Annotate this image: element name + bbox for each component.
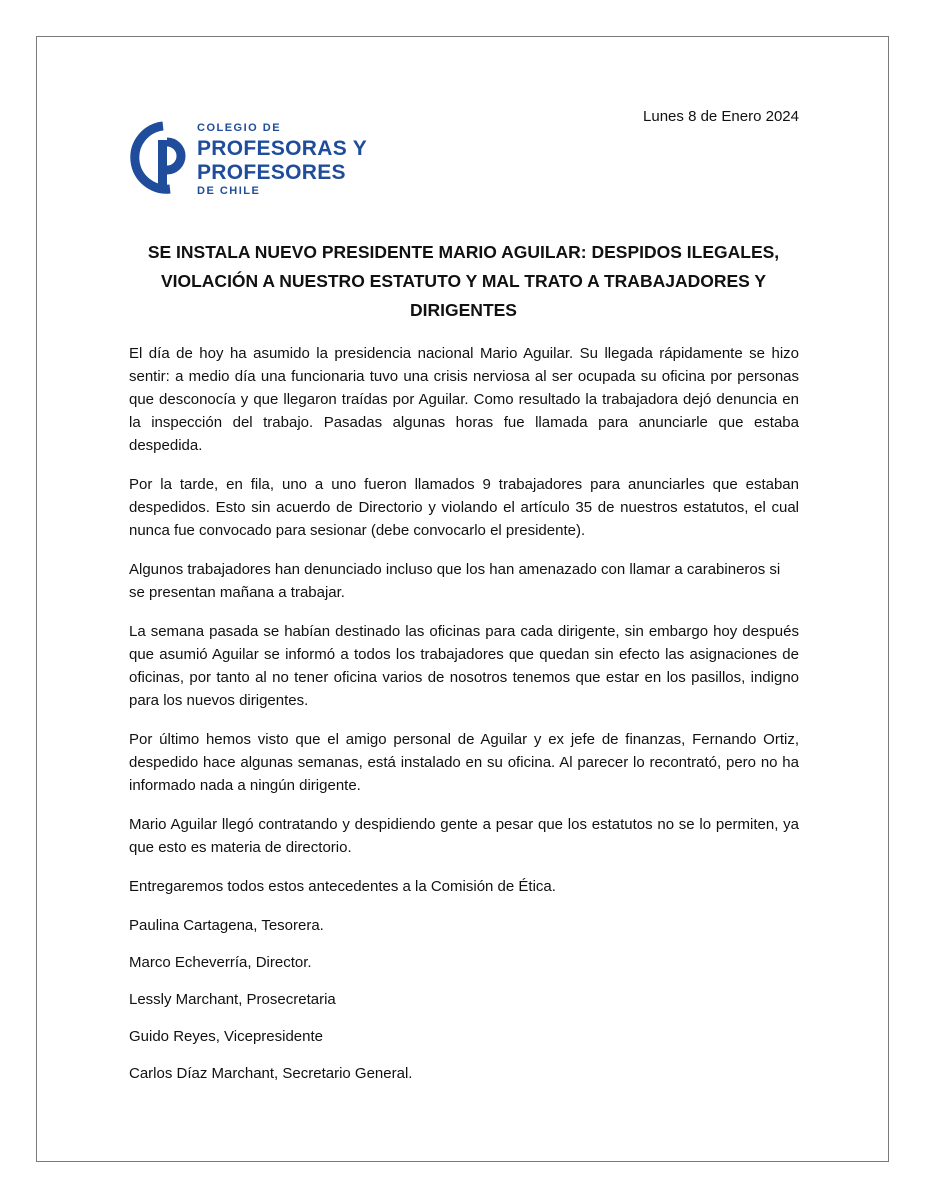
signature-line: Marco Echeverría, Director. — [129, 954, 312, 971]
body-paragraph: Mario Aguilar llegó contratando y despidiendo gente a pesar que los estatutos no se lo permiten, ya que esto es materia de directorio. — [129, 816, 799, 856]
title-line: DIRIGENTES — [410, 300, 517, 320]
signature-line: Guido Reyes, Vicepresidente — [129, 1028, 324, 1045]
logo-line-profesoras: PROFESORAS Y — [197, 137, 368, 160]
body-paragraph: Por la tarde, en fila, uno a uno fueron llamados 9 trabajadores para anunciarles que estaban despedidos. Esto sin acuerdo de Directorio y violando el artículo 35 de nuestros estatutos, el cual nunca fue convocado para sesionar (debe convocarlo el presidente). — [129, 476, 799, 539]
body-paragraph: Entregaremos todos estos antecedentes a la Comisión de Ética. — [129, 878, 556, 895]
logo-wordmark — [197, 120, 367, 197]
body-paragraph: Algunos trabajadores han denunciado incluso que los han amenazado con llamar a carabineros si se presentan mañana a trabajar. — [129, 561, 781, 601]
signature-line: Paulina Cartagena, Tesorera. — [129, 917, 324, 934]
body-paragraph: El día de hoy ha asumido la presidencia nacional Mario Aguilar. Su llegada rápidamente se hizo sentir: a medio día una funcionaria tuvo una crisis nerviosa al ser ocupada su oficina por personas que desconocía y que llegaron traídas por Aguilar. Como resultado la trabajadora dejó denuncia en la inspección del trabajo. Pasadas algunas horas fue llamada para anunciarle que estaba despedida. — [129, 345, 799, 454]
signature-line: Carlos Díaz Marchant, Secretario General. — [129, 1065, 413, 1082]
logo-emblem-icon — [130, 120, 196, 196]
logo-line-colegio: COLEGIO DE — [197, 122, 282, 134]
document-title — [100, 238, 827, 325]
title-line: VIOLACIÓN A NUESTRO ESTATUTO Y MAL TRATO A TRABAJADORES Y — [160, 271, 767, 291]
body-paragraph: Por último hemos visto que el amigo personal de Aguilar y ex jefe de finanzas, Fernando Ortiz, despedido hace algunas semanas, está instalado en su oficina. Al parecer lo recontrató, pero no ha informado nada a ningún dirigente. — [129, 731, 799, 794]
signature-line: Lessly Marchant, Prosecretaria — [129, 991, 336, 1008]
logo-line-de-chile: DE CHILE — [197, 185, 261, 197]
logo-line-profesores: PROFESORES — [197, 161, 346, 184]
organization-logo — [130, 120, 390, 198]
document-date: Lunes 8 de Enero 2024 — [643, 108, 799, 125]
title-line: SE INSTALA NUEVO PRESIDENTE MARIO AGUILAR: DESPIDOS ILEGALES, — [147, 242, 780, 262]
body-paragraph: La semana pasada se habían destinado las oficinas para cada dirigente, sin embargo hoy después que asumió Aguilar se informó a todos los trabajadores que quedan sin efecto las asignaciones de oficinas, por tanto al no tener oficina varios de nosotros tenemos que estar en los pasillos, indigno para los nuevos dirigentes. — [129, 623, 799, 709]
document-body — [129, 342, 799, 1099]
